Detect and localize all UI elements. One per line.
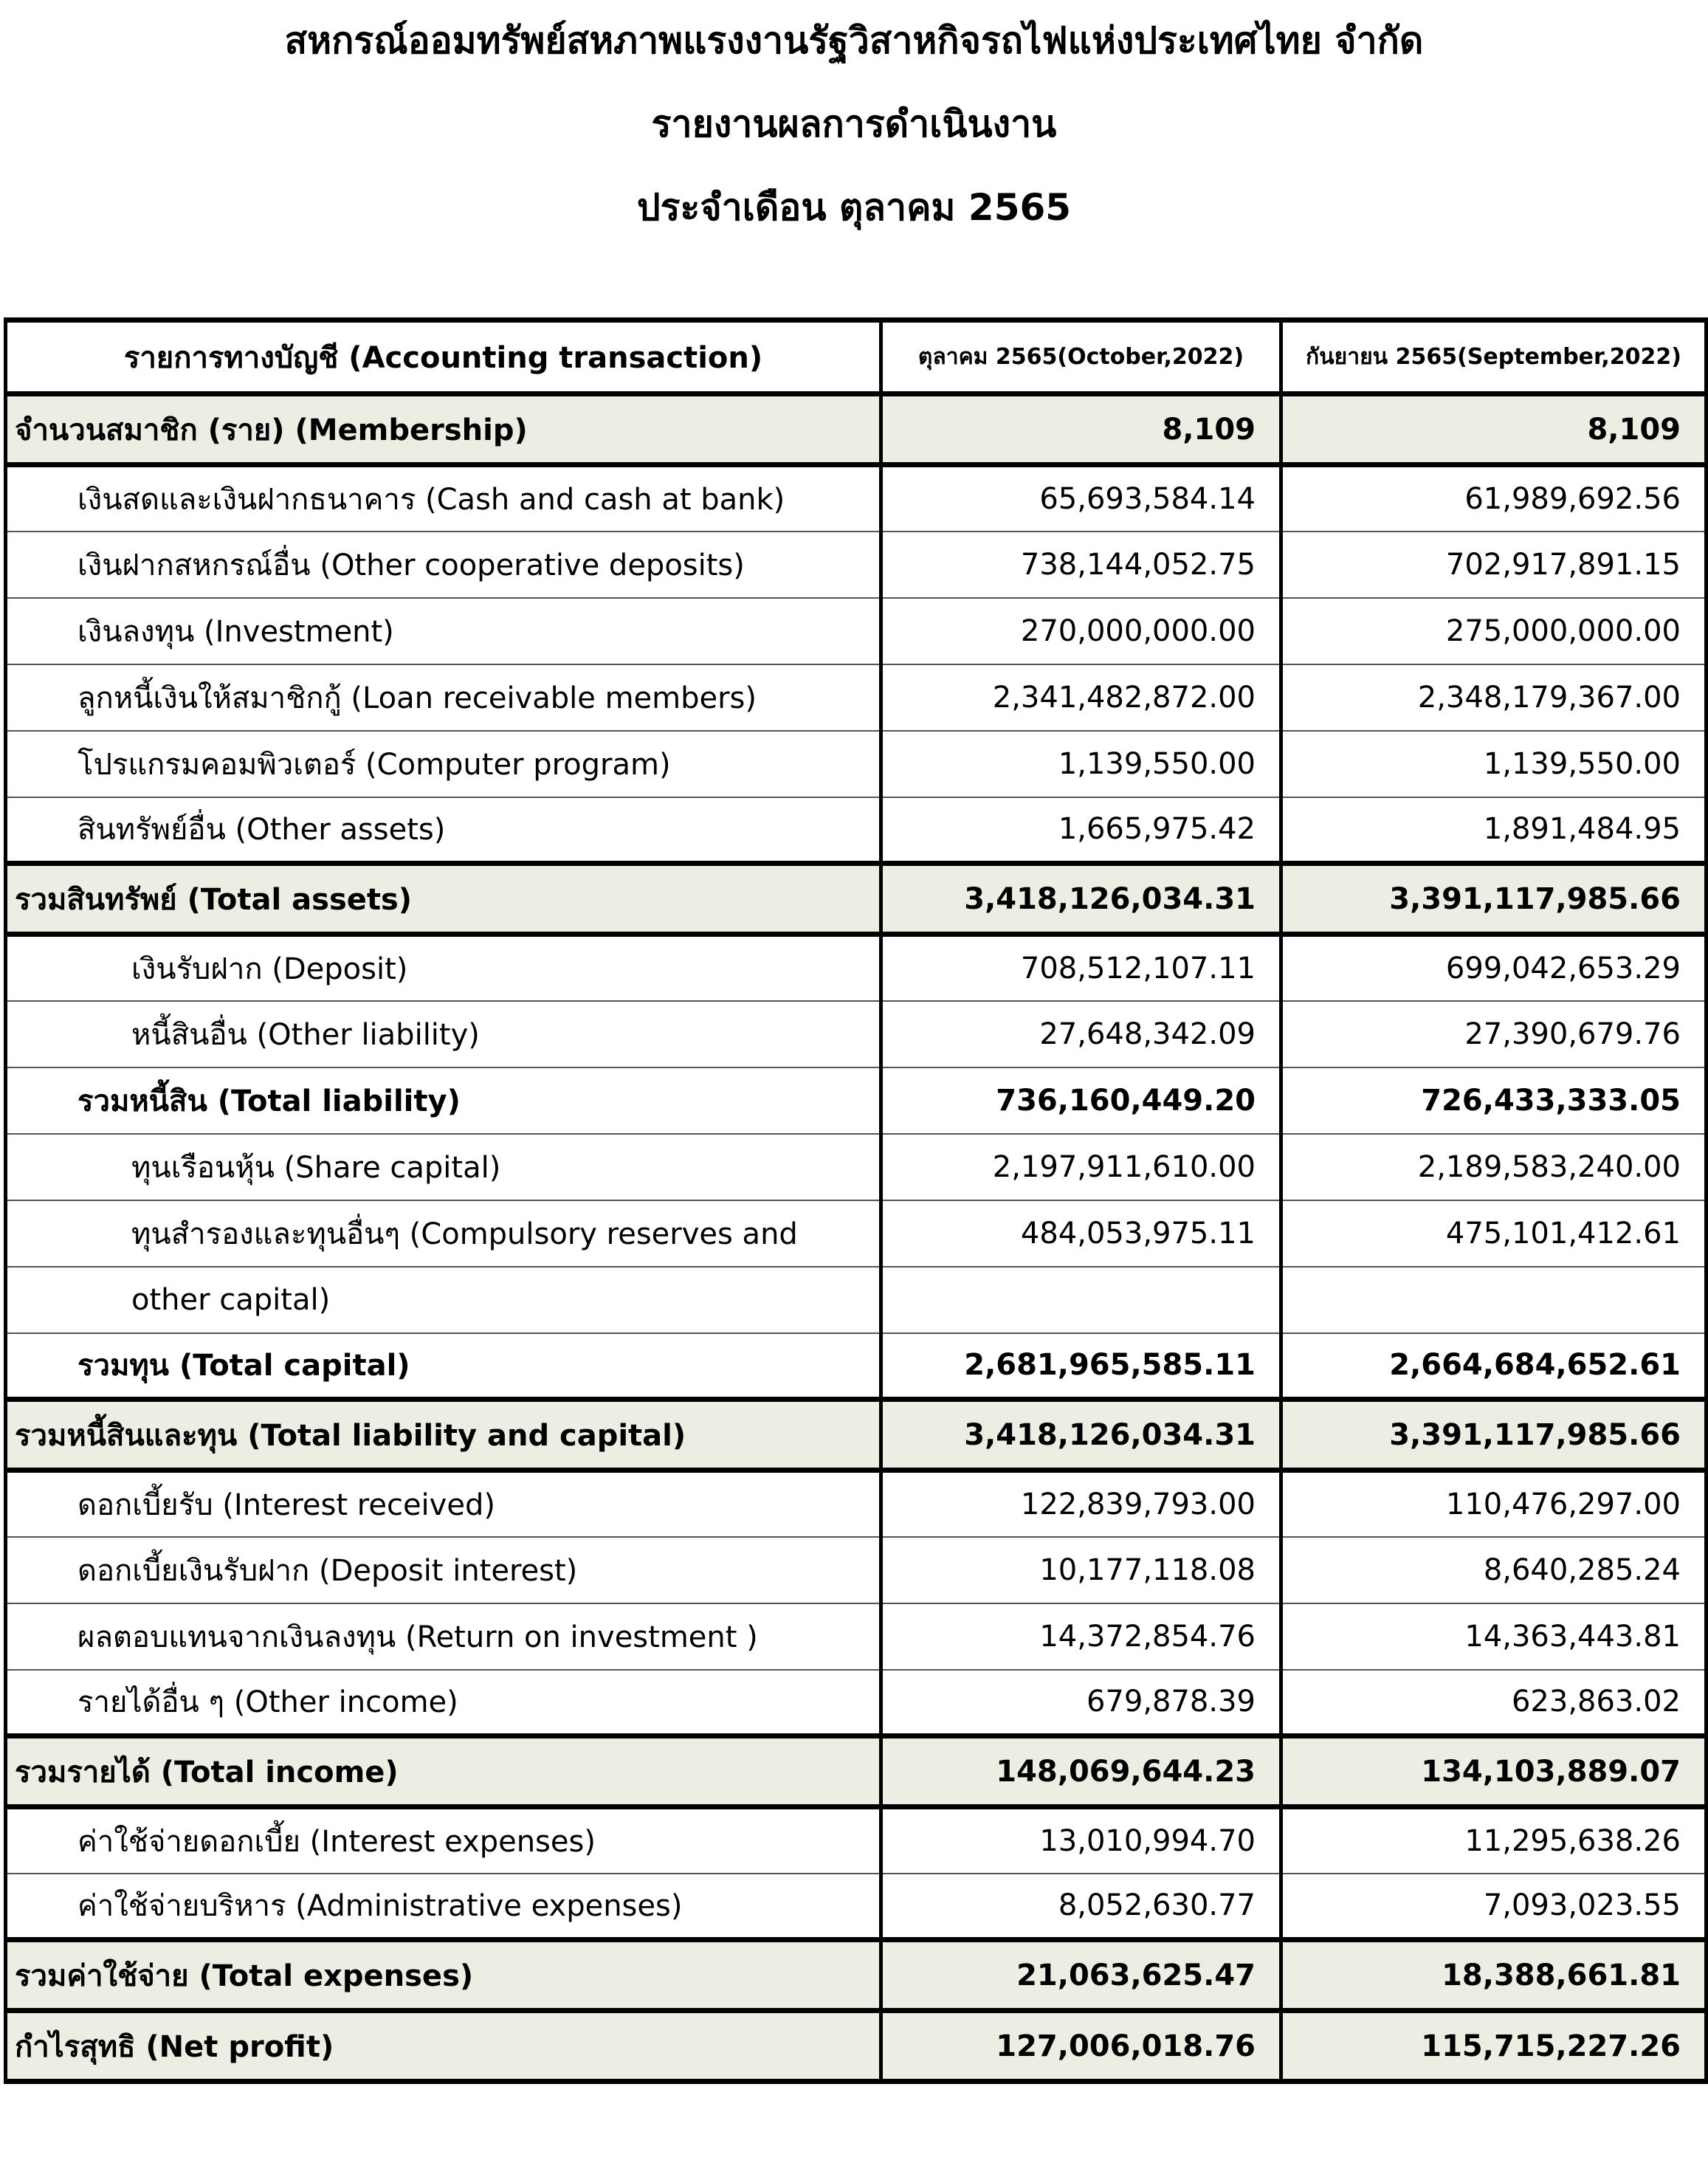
row-label: ผลตอบแทนจากเงินลงทุน (Return on investment ) <box>6 1603 881 1670</box>
row-value-september: 115,715,227.26 <box>1281 2011 1707 2082</box>
table-row-total-assets <box>6 864 1707 935</box>
row-label: โปรแกรมคอมพิวเตอร์ (Computer program) <box>6 731 881 797</box>
row-value-september: 134,103,889.07 <box>1281 1736 1707 1807</box>
row-value-september: 726,433,333.05 <box>1281 1067 1707 1134</box>
table-row-interest-received <box>6 1471 1707 1537</box>
row-value-october: 8,109 <box>881 394 1281 465</box>
row-value-october: 736,160,449.20 <box>881 1067 1281 1134</box>
report-period: ประจำเดือน ตุลาคม 2565 <box>636 186 1072 229</box>
row-label: หนี้สินอื่น (Other liability) <box>6 1001 881 1067</box>
row-value-october: 1,665,975.42 <box>881 797 1281 864</box>
row-value-october: 1,139,550.00 <box>881 731 1281 797</box>
row-value-october: 3,418,126,034.31 <box>881 864 1281 935</box>
row-value-october: 21,063,625.47 <box>881 1940 1281 2011</box>
row-value-october: 65,693,584.14 <box>881 465 1281 532</box>
row-value-october: 127,006,018.76 <box>881 2011 1281 2082</box>
financial-report-table <box>4 317 1708 2084</box>
row-label: เงินฝากสหกรณ์อื่น (Other cooperative deposits) <box>6 532 881 598</box>
row-value-october: 13,010,994.70 <box>881 1807 1281 1874</box>
table-row-deposit-interest <box>6 1537 1707 1603</box>
table-row-computer-program <box>6 731 1707 797</box>
row-value-october: 270,000,000.00 <box>881 598 1281 664</box>
row-value-september: 2,189,583,240.00 <box>1281 1134 1707 1200</box>
column-header-september: กันยายน 2565(September,2022) <box>1281 320 1707 394</box>
row-value-september: 18,388,661.81 <box>1281 1940 1707 2011</box>
row-label: ลูกหนี้เงินให้สมาชิกกู้ (Loan receivable members) <box>6 664 881 731</box>
row-value-october: 708,512,107.11 <box>881 935 1281 1001</box>
row-value-september: 8,109 <box>1281 394 1707 465</box>
row-value-october: 148,069,644.23 <box>881 1736 1281 1807</box>
row-label: รวมหนี้สินและทุน (Total liability and capital) <box>6 1400 881 1471</box>
row-value-october: 2,681,965,585.11 <box>881 1333 1281 1400</box>
row-value-september: 623,863.02 <box>1281 1670 1707 1736</box>
row-value-september: 110,476,297.00 <box>1281 1471 1707 1537</box>
table-row-total-capital <box>6 1333 1707 1400</box>
table-row-share-capital <box>6 1134 1707 1200</box>
row-label: จำนวนสมาชิก (ราย) (Membership) <box>6 394 881 465</box>
row-value-september: 3,391,117,985.66 <box>1281 864 1707 935</box>
table-row-loan-receivable <box>6 664 1707 731</box>
row-value-september: 27,390,679.76 <box>1281 1001 1707 1067</box>
table-row-return-on-investment <box>6 1603 1707 1670</box>
table-row-reserves-continued <box>6 1267 1707 1333</box>
row-value-september: 61,989,692.56 <box>1281 465 1707 532</box>
row-label: กำไรสุทธิ (Net profit) <box>6 2011 881 2082</box>
row-value-september: 1,139,550.00 <box>1281 731 1707 797</box>
table-row-other-assets <box>6 797 1707 864</box>
row-value-october <box>881 1267 1281 1333</box>
row-label: ดอกเบี้ยรับ (Interest received) <box>6 1471 881 1537</box>
row-label: เงินลงทุน (Investment) <box>6 598 881 664</box>
row-value-september <box>1281 1267 1707 1333</box>
row-label: ทุนสำรองและทุนอื่นๆ (Compulsory reserves and <box>6 1200 881 1267</box>
row-label: other capital) <box>6 1267 881 1333</box>
row-value-september: 702,917,891.15 <box>1281 532 1707 598</box>
table-row-net-profit <box>6 2011 1707 2082</box>
row-value-october: 14,372,854.76 <box>881 1603 1281 1670</box>
row-value-october: 27,648,342.09 <box>881 1001 1281 1067</box>
row-label: รวมหนี้สิน (Total liability) <box>6 1067 881 1134</box>
row-value-october: 10,177,118.08 <box>881 1537 1281 1603</box>
row-value-september: 2,664,684,652.61 <box>1281 1333 1707 1400</box>
row-label: รวมรายได้ (Total income) <box>6 1736 881 1807</box>
report-title: รายงานผลการดำเนินงาน <box>651 103 1057 145</box>
row-label: สินทรัพย์อื่น (Other assets) <box>6 797 881 864</box>
row-value-october: 2,197,911,610.00 <box>881 1134 1281 1200</box>
table-row-interest-expenses <box>6 1807 1707 1874</box>
row-value-september: 11,295,638.26 <box>1281 1807 1707 1874</box>
row-label: ค่าใช้จ่ายดอกเบี้ย (Interest expenses) <box>6 1807 881 1874</box>
row-value-october: 8,052,630.77 <box>881 1874 1281 1940</box>
row-value-september: 275,000,000.00 <box>1281 598 1707 664</box>
table-row-other-coop-deposits <box>6 532 1707 598</box>
row-value-september: 1,891,484.95 <box>1281 797 1707 864</box>
row-value-october: 122,839,793.00 <box>881 1471 1281 1537</box>
row-value-september: 8,640,285.24 <box>1281 1537 1707 1603</box>
column-header-october: ตุลาคม 2565(October,2022) <box>881 320 1281 394</box>
table-row-cash <box>6 465 1707 532</box>
row-label: เงินรับฝาก (Deposit) <box>6 935 881 1001</box>
row-value-october: 679,878.39 <box>881 1670 1281 1736</box>
row-label: เงินสดและเงินฝากธนาคาร (Cash and cash at bank) <box>6 465 881 532</box>
row-label: รวมค่าใช้จ่าย (Total expenses) <box>6 1940 881 2011</box>
row-value-october: 2,341,482,872.00 <box>881 664 1281 731</box>
table-row-reserves <box>6 1200 1707 1267</box>
row-label: ค่าใช้จ่ายบริหาร (Administrative expenses) <box>6 1874 881 1940</box>
row-value-october: 3,418,126,034.31 <box>881 1400 1281 1471</box>
table-row-total-liability-and-capital <box>6 1400 1707 1471</box>
row-label: รวมสินทรัพย์ (Total assets) <box>6 864 881 935</box>
row-value-september: 14,363,443.81 <box>1281 1603 1707 1670</box>
table-row-other-liability <box>6 1001 1707 1067</box>
row-label: ทุนเรือนหุ้น (Share capital) <box>6 1134 881 1200</box>
table-row-total-income <box>6 1736 1707 1807</box>
row-value-october: 484,053,975.11 <box>881 1200 1281 1267</box>
row-value-september: 3,391,117,985.66 <box>1281 1400 1707 1471</box>
table-row-administrative-expenses <box>6 1874 1707 1940</box>
table-row-investment <box>6 598 1707 664</box>
table-row-deposit <box>6 935 1707 1001</box>
row-value-september: 699,042,653.29 <box>1281 935 1707 1001</box>
row-value-september: 475,101,412.61 <box>1281 1200 1707 1267</box>
row-label: ดอกเบี้ยเงินรับฝาก (Deposit interest) <box>6 1537 881 1603</box>
table-row-other-income <box>6 1670 1707 1736</box>
cooperative-name: สหกรณ์ออมทรัพย์สหภาพแรงงานรัฐวิสาหกิจรถไฟแห่งประเทศไทย จำกัด <box>284 19 1424 62</box>
row-value-october: 738,144,052.75 <box>881 532 1281 598</box>
row-label: รวมทุน (Total capital) <box>6 1333 881 1400</box>
row-value-september: 2,348,179,367.00 <box>1281 664 1707 731</box>
table-row-total-liability <box>6 1067 1707 1134</box>
column-header-transaction: รายการทางบัญชี (Accounting transaction) <box>6 320 881 394</box>
row-value-september: 7,093,023.55 <box>1281 1874 1707 1940</box>
table-row-membership <box>6 394 1707 465</box>
table-row-total-expenses <box>6 1940 1707 2011</box>
table-header-row <box>6 320 1707 394</box>
row-label: รายได้อื่น ๆ (Other income) <box>6 1670 881 1736</box>
